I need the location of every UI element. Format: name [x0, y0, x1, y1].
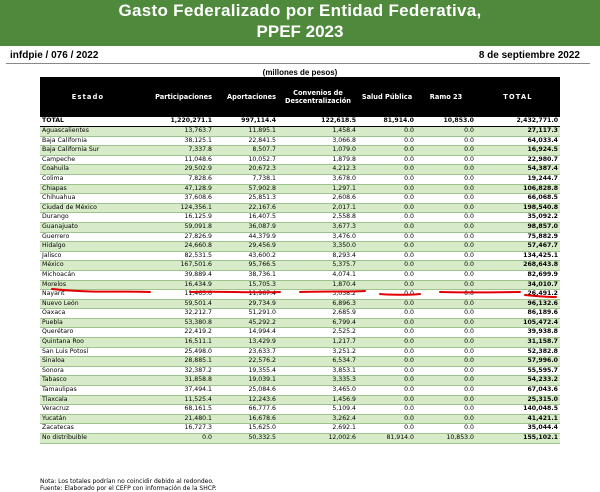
cell-participaciones: 31,858.8 [136, 376, 214, 386]
cell-estado: Sinaloa [40, 357, 136, 367]
cell-estado: Campeche [40, 155, 136, 165]
cell-estado: TOTAL [40, 117, 136, 127]
cell-aportaciones: 7,738.1 [214, 174, 278, 184]
cell-ramo23: 0.0 [416, 146, 476, 156]
cell-ramo23: 0.0 [416, 251, 476, 261]
cell-participaciones: 82,531.5 [136, 251, 214, 261]
cell-total: 57,467.7 [476, 242, 560, 252]
cell-participaciones: 16,511.1 [136, 338, 214, 348]
cell-ramo23: 0.0 [416, 328, 476, 338]
cell-estado: Aguascalientes [40, 127, 136, 137]
table-row [40, 366, 560, 376]
cell-convenios: 1,217.7 [278, 338, 358, 348]
cell-estado: Colima [40, 174, 136, 184]
cell-estado: Tamaulipas [40, 386, 136, 396]
cell-estado: Michoacán [40, 270, 136, 280]
col-header-participaciones: Participaciones [136, 77, 214, 117]
cell-salud: 0.0 [358, 165, 416, 175]
cell-ramo23: 0.0 [416, 184, 476, 194]
cell-participaciones: 22,419.2 [136, 328, 214, 338]
cell-salud: 0.0 [358, 127, 416, 137]
cell-participaciones: 0.0 [136, 434, 214, 444]
cell-salud: 0.0 [358, 347, 416, 357]
footnote: Nota: Los totales podrían no coincidir debido al redondeo. [40, 478, 214, 485]
cell-convenios: 3,853.1 [278, 366, 358, 376]
cell-ramo23: 0.0 [416, 424, 476, 434]
cell-participaciones: 11,525.4 [136, 395, 214, 405]
cell-estado: Ciudad de México [40, 203, 136, 213]
cell-convenios: 1,879.8 [278, 155, 358, 165]
cell-aportaciones: 29,734.9 [214, 299, 278, 309]
cell-estado: Nuevo León [40, 299, 136, 309]
cell-ramo23: 0.0 [416, 395, 476, 405]
cell-aportaciones: 50,332.5 [214, 434, 278, 444]
table-row [40, 414, 560, 424]
cell-estado: San Luis Potosí [40, 347, 136, 357]
cell-convenios: 2,017.1 [278, 203, 358, 213]
cell-total: 268,643.8 [476, 261, 560, 271]
cell-aportaciones: 22,841.5 [214, 136, 278, 146]
cell-ramo23: 10,853.0 [416, 434, 476, 444]
cell-salud: 0.0 [358, 318, 416, 328]
cell-aportaciones: 95,766.5 [214, 261, 278, 271]
cell-total: 34,010.7 [476, 280, 560, 290]
cell-total: 31,158.7 [476, 338, 560, 348]
cell-convenios: 1,458.4 [278, 127, 358, 137]
cell-aportaciones: 19,355.4 [214, 366, 278, 376]
cell-convenios: 3,066.8 [278, 136, 358, 146]
cell-estado: Querétaro [40, 328, 136, 338]
cell-convenios: 3,251.2 [278, 347, 358, 357]
cell-estado: Coahuila [40, 165, 136, 175]
cell-participaciones: 32,212.7 [136, 309, 214, 319]
cell-salud: 0.0 [358, 366, 416, 376]
table-row [40, 174, 560, 184]
cell-salud: 0.0 [358, 232, 416, 242]
cell-estado: Jalisco [40, 251, 136, 261]
cell-convenios: 3,350.0 [278, 242, 358, 252]
cell-convenios: 2,608.6 [278, 194, 358, 204]
table-row [40, 136, 560, 146]
cell-salud: 0.0 [358, 357, 416, 367]
cell-participaciones: 7,828.6 [136, 174, 214, 184]
table-row [40, 242, 560, 252]
cell-aportaciones: 14,994.4 [214, 328, 278, 338]
cell-participaciones: 59,091.8 [136, 222, 214, 232]
cell-estado: Chiapas [40, 184, 136, 194]
cell-total: 19,244.7 [476, 174, 560, 184]
cell-total: 39,938.8 [476, 328, 560, 338]
cell-aportaciones: 997,114.4 [214, 117, 278, 127]
cell-aportaciones: 38,736.1 [214, 270, 278, 280]
cell-salud: 0.0 [358, 395, 416, 405]
table-row [40, 146, 560, 156]
table-row [40, 270, 560, 280]
cell-estado: Sonora [40, 366, 136, 376]
cell-total: 64,033.4 [476, 136, 560, 146]
cell-total: 57,996.0 [476, 357, 560, 367]
cell-estado: Oaxaca [40, 309, 136, 319]
table-row [40, 280, 560, 290]
cell-ramo23: 0.0 [416, 194, 476, 204]
cell-convenios: 6,799.4 [278, 318, 358, 328]
cell-total: 140,048.5 [476, 405, 560, 415]
cell-salud: 0.0 [358, 222, 416, 232]
cell-ramo23: 0.0 [416, 127, 476, 137]
cell-ramo23: 0.0 [416, 357, 476, 367]
cell-estado: Durango [40, 213, 136, 223]
cell-estado: Baja California [40, 136, 136, 146]
cell-ramo23: 0.0 [416, 136, 476, 146]
cell-convenios: 2,685.9 [278, 309, 358, 319]
page-title: Gasto Federalizado por Entidad Federativa, [118, 1, 482, 20]
cell-convenios: 8,293.4 [278, 251, 358, 261]
cell-aportaciones: 25,851.3 [214, 194, 278, 204]
data-table [40, 77, 560, 444]
cell-aportaciones: 15,625.0 [214, 424, 278, 434]
cell-total: 27,117.3 [476, 127, 560, 137]
cell-salud: 0.0 [358, 203, 416, 213]
cell-estado: México [40, 261, 136, 271]
cell-aportaciones: 25,084.6 [214, 386, 278, 396]
table-row [40, 309, 560, 319]
cell-estado: Guerrero [40, 232, 136, 242]
col-header-ramo23: Ramo 23 [416, 77, 476, 117]
cell-participaciones: 11,465.6 [136, 290, 214, 300]
document-code: infdpie / 076 / 2022 [10, 50, 99, 61]
cell-convenios: 6,534.7 [278, 357, 358, 367]
cell-ramo23: 0.0 [416, 242, 476, 252]
cell-salud: 0.0 [358, 280, 416, 290]
table-row [40, 376, 560, 386]
cell-convenios: 2,525.2 [278, 328, 358, 338]
cell-ramo23: 0.0 [416, 347, 476, 357]
cell-aportaciones: 23,633.7 [214, 347, 278, 357]
table-row [40, 184, 560, 194]
cell-convenios: 4,074.1 [278, 270, 358, 280]
units-label: (millones de pesos) [262, 68, 338, 77]
cell-aportaciones: 10,052.7 [214, 155, 278, 165]
cell-salud: 0.0 [358, 405, 416, 415]
table-row [40, 424, 560, 434]
cell-salud: 0.0 [358, 155, 416, 165]
cell-ramo23: 0.0 [416, 232, 476, 242]
cell-aportaciones: 44,379.9 [214, 232, 278, 242]
cell-total: 67,043.6 [476, 386, 560, 396]
cell-participaciones: 28,885.1 [136, 357, 214, 367]
table-row [40, 386, 560, 396]
cell-salud: 0.0 [358, 386, 416, 396]
cell-ramo23: 0.0 [416, 338, 476, 348]
table-row [40, 261, 560, 271]
cell-participaciones: 167,501.6 [136, 261, 214, 271]
table-header-row [40, 77, 560, 117]
cell-salud: 0.0 [358, 251, 416, 261]
cell-salud: 0.0 [358, 270, 416, 280]
cell-salud: 0.0 [358, 414, 416, 424]
cell-ramo23: 0.0 [416, 261, 476, 271]
page-subtitle: PPEF 2023 [256, 22, 344, 41]
cell-estado: Tabasco [40, 376, 136, 386]
cell-convenios: 5,375.7 [278, 261, 358, 271]
cell-ramo23: 0.0 [416, 174, 476, 184]
cell-ramo23: 0.0 [416, 299, 476, 309]
cell-aportaciones: 16,407.5 [214, 213, 278, 223]
cell-ramo23: 0.0 [416, 270, 476, 280]
cell-salud: 0.0 [358, 424, 416, 434]
cell-ramo23: 0.0 [416, 414, 476, 424]
table-row [40, 232, 560, 242]
cell-participaciones: 39,889.4 [136, 270, 214, 280]
cell-participaciones: 59,501.4 [136, 299, 214, 309]
cell-salud: 0.0 [358, 328, 416, 338]
cell-participaciones: 68,161.5 [136, 405, 214, 415]
cell-convenios: 3,335.3 [278, 376, 358, 386]
col-header-convenios: Convenios de Descentralización [278, 77, 358, 117]
cell-estado: Puebla [40, 318, 136, 328]
cell-estado: Baja California Sur [40, 146, 136, 156]
cell-convenios: 3,677.3 [278, 222, 358, 232]
cell-total: 35,044.4 [476, 424, 560, 434]
cell-convenios: 1,870.4 [278, 280, 358, 290]
cell-ramo23: 0.0 [416, 290, 476, 300]
cell-salud: 0.0 [358, 376, 416, 386]
cell-total: 54,387.4 [476, 165, 560, 175]
total-row [40, 117, 560, 127]
cell-participaciones: 32,387.2 [136, 366, 214, 376]
cell-aportaciones: 19,039.1 [214, 376, 278, 386]
table-row [40, 395, 560, 405]
cell-participaciones: 29,502.9 [136, 165, 214, 175]
cell-participaciones: 13,763.7 [136, 127, 214, 137]
cell-salud: 0.0 [358, 338, 416, 348]
cell-aportaciones: 20,672.3 [214, 165, 278, 175]
cell-total: 52,382.8 [476, 347, 560, 357]
cell-participaciones: 16,434.9 [136, 280, 214, 290]
cell-convenios: 3,476.0 [278, 232, 358, 242]
cell-ramo23: 0.0 [416, 309, 476, 319]
cell-participaciones: 124,356.1 [136, 203, 214, 213]
cell-total: 22,980.7 [476, 155, 560, 165]
cell-aportaciones: 57,902.8 [214, 184, 278, 194]
cell-aportaciones: 22,167.6 [214, 203, 278, 213]
table-row [40, 290, 560, 300]
cell-salud: 81,914.0 [358, 117, 416, 127]
cell-estado: Zacatecas [40, 424, 136, 434]
cell-total: 106,828.8 [476, 184, 560, 194]
table-row [40, 155, 560, 165]
table-row [40, 434, 560, 444]
cell-total: 26,491.2 [476, 290, 560, 300]
table-row [40, 357, 560, 367]
cell-total: 82,699.9 [476, 270, 560, 280]
cell-participaciones: 24,660.8 [136, 242, 214, 252]
cell-estado: Hidalgo [40, 242, 136, 252]
cell-ramo23: 0.0 [416, 213, 476, 223]
cell-total: 198,540.8 [476, 203, 560, 213]
cell-total: 41,421.1 [476, 414, 560, 424]
cell-total: 98,857.0 [476, 222, 560, 232]
cell-aportaciones: 22,576.2 [214, 357, 278, 367]
table-row [40, 328, 560, 338]
divider [6, 63, 590, 64]
cell-participaciones: 53,380.8 [136, 318, 214, 328]
cell-aportaciones: 12,243.6 [214, 395, 278, 405]
cell-total: 54,233.2 [476, 376, 560, 386]
cell-salud: 0.0 [358, 146, 416, 156]
cell-estado: Quintana Roo [40, 338, 136, 348]
cell-participaciones: 25,498.0 [136, 347, 214, 357]
cell-aportaciones: 8,507.7 [214, 146, 278, 156]
cell-aportaciones: 66,777.6 [214, 405, 278, 415]
cell-participaciones: 27,826.9 [136, 232, 214, 242]
cell-participaciones: 38,125.1 [136, 136, 214, 146]
cell-ramo23: 0.0 [416, 405, 476, 415]
cell-salud: 0.0 [358, 136, 416, 146]
table-row [40, 318, 560, 328]
cell-ramo23: 0.0 [416, 155, 476, 165]
table-row [40, 338, 560, 348]
cell-participaciones: 16,125.9 [136, 213, 214, 223]
cell-total: 2,432,771.0 [476, 117, 560, 127]
table-row [40, 127, 560, 137]
cell-participaciones: 16,727.3 [136, 424, 214, 434]
cell-aportaciones: 43,600.2 [214, 251, 278, 261]
col-header-salud: Salud Pública [358, 77, 416, 117]
cell-total: 105,472.4 [476, 318, 560, 328]
cell-ramo23: 0.0 [416, 376, 476, 386]
cell-total: 35,092.2 [476, 213, 560, 223]
cell-salud: 0.0 [358, 309, 416, 319]
cell-participaciones: 47,128.9 [136, 184, 214, 194]
cell-participaciones: 21,480.1 [136, 414, 214, 424]
cell-ramo23: 10,853.0 [416, 117, 476, 127]
cell-aportaciones: 15,705.3 [214, 280, 278, 290]
col-header-total: TOTAL [476, 77, 560, 117]
table-row [40, 194, 560, 204]
cell-convenios: 1,456.9 [278, 395, 358, 405]
cell-total: 155,102.1 [476, 434, 560, 444]
table-row [40, 203, 560, 213]
cell-total: 96,132.6 [476, 299, 560, 309]
cell-salud: 0.0 [358, 174, 416, 184]
cell-total: 16,924.5 [476, 146, 560, 156]
cell-salud: 81,914.0 [358, 434, 416, 444]
cell-participaciones: 37,608.6 [136, 194, 214, 204]
cell-convenios: 3,262.4 [278, 414, 358, 424]
title-banner [0, 0, 600, 46]
cell-participaciones: 37,494.1 [136, 386, 214, 396]
cell-salud: 0.0 [358, 213, 416, 223]
cell-ramo23: 0.0 [416, 222, 476, 232]
cell-convenios: 3,678.0 [278, 174, 358, 184]
cell-estado: Nayarit [40, 290, 136, 300]
cell-aportaciones: 11,967.4 [214, 290, 278, 300]
cell-salud: 0.0 [358, 242, 416, 252]
cell-estado: Chihuahua [40, 194, 136, 204]
table-row [40, 347, 560, 357]
cell-convenios: 2,558.8 [278, 213, 358, 223]
cell-estado: Morelos [40, 280, 136, 290]
cell-aportaciones: 13,429.9 [214, 338, 278, 348]
cell-ramo23: 0.0 [416, 203, 476, 213]
cell-salud: 0.0 [358, 290, 416, 300]
table-row [40, 299, 560, 309]
table-row [40, 405, 560, 415]
cell-convenios: 4,212.3 [278, 165, 358, 175]
cell-estado: Guanajuato [40, 222, 136, 232]
cell-salud: 0.0 [358, 194, 416, 204]
cell-total: 55,595.7 [476, 366, 560, 376]
cell-participaciones: 1,220,271.1 [136, 117, 214, 127]
table-row [40, 165, 560, 175]
cell-salud: 0.0 [358, 299, 416, 309]
col-header-aportaciones: Aportaciones [214, 77, 278, 117]
cell-estado: Yucatán [40, 414, 136, 424]
cell-convenios: 5,109.4 [278, 405, 358, 415]
cell-ramo23: 0.0 [416, 366, 476, 376]
cell-aportaciones: 51,291.0 [214, 309, 278, 319]
cell-participaciones: 7,337.8 [136, 146, 214, 156]
cell-salud: 0.0 [358, 261, 416, 271]
cell-convenios: 122,618.5 [278, 117, 358, 127]
cell-ramo23: 0.0 [416, 318, 476, 328]
col-header-estado: Estado [40, 77, 136, 117]
cell-estado: Tlaxcala [40, 395, 136, 405]
cell-convenios: 1,079.0 [278, 146, 358, 156]
cell-participaciones: 11,048.6 [136, 155, 214, 165]
cell-convenios: 1,297.1 [278, 184, 358, 194]
cell-aportaciones: 45,292.2 [214, 318, 278, 328]
cell-salud: 0.0 [358, 184, 416, 194]
cell-aportaciones: 16,678.6 [214, 414, 278, 424]
cell-convenios: 3,465.0 [278, 386, 358, 396]
cell-convenios: 3,058.2 [278, 290, 358, 300]
source-note: Fuente: Elaborado por el CEFP con información de la SHCP. [40, 485, 217, 492]
cell-estado: Veracruz [40, 405, 136, 415]
cell-aportaciones: 29,456.9 [214, 242, 278, 252]
cell-aportaciones: 11,895.1 [214, 127, 278, 137]
cell-convenios: 12,002.6 [278, 434, 358, 444]
cell-ramo23: 0.0 [416, 165, 476, 175]
table-row [40, 222, 560, 232]
cell-total: 25,315.0 [476, 395, 560, 405]
cell-ramo23: 0.0 [416, 386, 476, 396]
cell-convenios: 6,896.3 [278, 299, 358, 309]
table-row [40, 251, 560, 261]
cell-convenios: 2,692.1 [278, 424, 358, 434]
cell-aportaciones: 36,087.9 [214, 222, 278, 232]
cell-total: 66,068.5 [476, 194, 560, 204]
cell-total: 86,189.6 [476, 309, 560, 319]
table-row [40, 213, 560, 223]
cell-ramo23: 0.0 [416, 280, 476, 290]
cell-total: 75,882.9 [476, 232, 560, 242]
document-date: 8 de septiembre 2022 [478, 50, 580, 61]
cell-total: 134,425.1 [476, 251, 560, 261]
cell-estado: No distribuible [40, 434, 136, 444]
